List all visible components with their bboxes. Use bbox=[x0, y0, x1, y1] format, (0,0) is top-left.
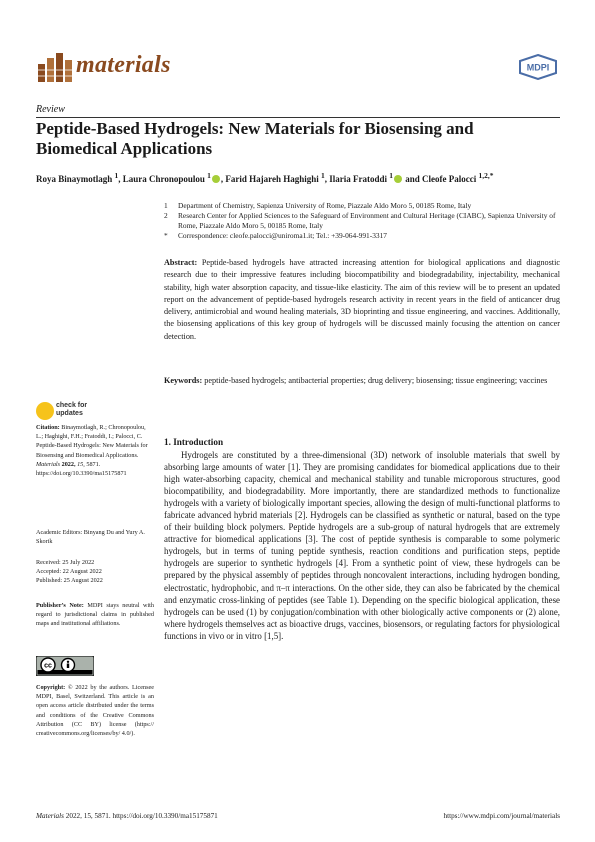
correspondence: * Correspondence: cleofe.palocci@uniroma1.it; Tel.: +39-064-991-3317 bbox=[164, 231, 387, 240]
publisher-note: Publisher’s Note: MDPI stays neutral with regard to jurisdictional claims in published maps and institutional affiliations. bbox=[36, 602, 154, 628]
section-heading: 1. Introduction bbox=[164, 437, 224, 447]
keywords bbox=[164, 375, 560, 387]
author-name: Cleofe Palocci bbox=[422, 174, 477, 184]
article-type: Review bbox=[36, 104, 65, 115]
affiliations bbox=[164, 201, 564, 241]
author-name: Ilaria Fratoddi bbox=[329, 174, 387, 184]
orcid-icon[interactable] bbox=[212, 175, 220, 183]
citation-block: Citation: Binaymotlagh, R.; Chronopoulou, L.; Haghighi, F.H.; Fratoddi, I.; Palocci, C. Peptide-Based Hydrogels: New Materials for Biosensing and Biomedical Applications. Materials 2022, 15, 5871. https://doi.org/10.3390/ma15175871 bbox=[36, 424, 148, 478]
affiliation-item: 1 Department of Chemistry, Sapienza University of Rome, Piazzale Aldo Moro 5, 00185 Rome, Italy bbox=[164, 201, 472, 210]
mdpi-logo-icon bbox=[518, 54, 558, 80]
journal-name: materials bbox=[76, 52, 171, 78]
keywords-text: peptide-based hydrogels; antibacterial properties; drug delivery; biosensing; tissue engineering; vaccines bbox=[204, 376, 548, 385]
author-name: Farid Hajareh Haghighi bbox=[225, 174, 319, 184]
footer-citation: Materials 2022, 15, 5871. https://doi.org/10.3390/ma15175871 bbox=[36, 812, 218, 820]
introduction-text bbox=[164, 449, 560, 642]
abstract-label: Abstract: bbox=[164, 258, 198, 267]
journal-logo-icon bbox=[36, 50, 74, 84]
abstract bbox=[164, 257, 560, 343]
article-dates: Received: 25 July 2022 Accepted: 22 August 2022 Published: 25 August 2022 bbox=[36, 559, 103, 585]
author-sup: 1 bbox=[114, 171, 119, 180]
footer-journal-url[interactable]: https://www.mdpi.com/journal/materials bbox=[443, 812, 560, 820]
author-sup: 1 bbox=[320, 171, 325, 180]
check-for-updates-button[interactable]: check for updates bbox=[36, 400, 136, 422]
svg-text:cc: cc bbox=[44, 662, 52, 670]
academic-editors: Academic Editors: Binyang Du and Yury A. Skorik bbox=[36, 529, 145, 546]
article-title: Peptide-Based Hydrogels: New Materials for Biosensing and Biomedical Applications bbox=[36, 119, 474, 158]
abstract-text: Peptide-based hydrogels have attracted increasing attention for biological applications and diagnostic research due to their impressive features including biocompatibility and biodegradability, injectability, mechanical stability, high water absorption capacity, and tissue-like elasticity. The aim of this review will be to present an updated report on the advancement of peptide-based hydrogels research activity in recent years in the field of anticancer drug delivery, antimicrobial and wound healing materials, 3D bioprinting and tissue engineering, and vaccines. Additionally, the biosensing applications of this key group of hydrogels will be discussed mainly focusing the attention on cancer detection. bbox=[164, 258, 560, 341]
page-footer bbox=[36, 812, 560, 820]
orcid-icon[interactable] bbox=[394, 175, 402, 183]
author-sup: 1 bbox=[207, 171, 211, 180]
check-updates-icon bbox=[36, 402, 54, 420]
keywords-label: Keywords: bbox=[164, 376, 203, 385]
author-list: Roya Binaymotlagh $^1$, Laura Chronopoulou $^1$ , Farid Hajareh Haghighi $^1$, Ilaria Fratoddi $^1$ and Cleofe Palocci $^{1,2,*}$ bbox=[36, 171, 494, 184]
cc-by-license-icon[interactable] bbox=[36, 656, 94, 676]
affiliation-item: 2 Research Center for Applied Sciences to the Safeguard of Environment and Cultural Heritage (CIABC), Sapienza University of Rome, Piazzale Aldo Moro 5, 00185 Rome, Italy bbox=[164, 211, 556, 230]
author-sup: 1,2,* bbox=[478, 171, 494, 180]
doi-link[interactable]: 5871. https://doi.org/10.3390/ma15175871 bbox=[36, 460, 127, 478]
mdpi-logo-text: MDPI bbox=[526, 62, 550, 73]
author-sup: 1 bbox=[389, 171, 393, 180]
author-name: Roya Binaymotlagh bbox=[36, 174, 113, 184]
paragraph: Hydrogels are constituted by a three-dimensional (3D) network of insoluble materials that swell by absorbing large amounts of water [1]. They are promising candidates for biomedical applications due to their high water-absorbing capacity, chemical and mechanical stability and tunable microporous structures, good biocompatibility, and biodegradability. More importantly, there are standardized methods to functionalize hydrogels with a variety of biologically important species, allowing the design of multi-functional platforms to fabricate advanced hybrid materials [2]. Hydrogels can be classified as synthetic or natural, based on the type of their building block polymers. Peptide hydrogels are a sub-group of natural hydrogels that are extremely attractive for biomedical applications [3]. The cost of peptide synthesis is comparable to some polymeric hydrogels, but in terms of tuning peptide synthesis, reaction conditions and purification steps, peptide hydrogels are superior to synthetic hydrogels [4]. From a synthetic point of view, these hydrogels can be prepared by the physical assembly of peptides through noncovalent interactions, including hydrogen bonding, electrostatic, hydrophobic, and π–π interactions. On the other side, they can also be fabricated by the chemical and enzymatic cross-linking of peptides (see Table 1). Depending on the specific biological application, these hydrogels can be used (1) by conjugation/combination with other biologically active components or (2) alone, where hydrogels themselves act as bioactive drugs, vaccines, biosensors, or regulating factors for physiological functions in vivo or in vitro [1,5]. bbox=[164, 450, 560, 641]
copyright-notice: Copyright: © 2022 by the authors. Licensee MDPI, Basel, Switzerland. This article is an open access article distributed under the terms and conditions of the Creative Commons Attribution (CC BY) license (https:// creativecommons.org/licenses/by/ 4.0/). bbox=[36, 684, 154, 738]
author-name: Laura Chronopoulou bbox=[122, 174, 205, 184]
header-rule bbox=[36, 117, 560, 118]
